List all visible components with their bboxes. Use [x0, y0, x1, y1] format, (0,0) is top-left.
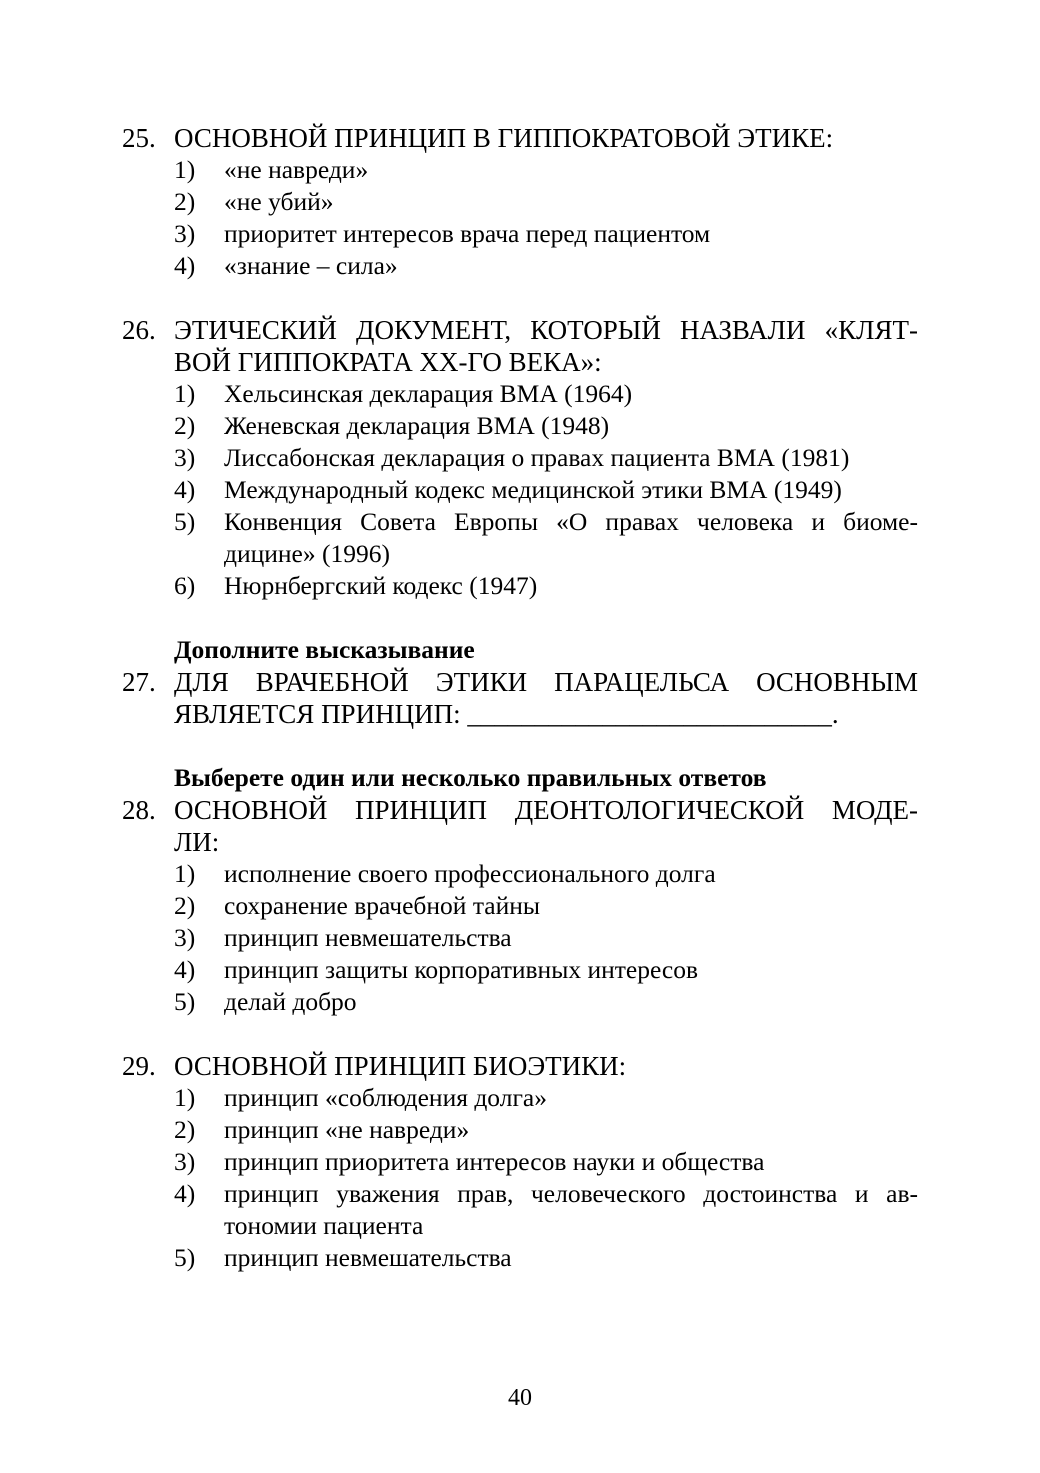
answer-text: принцип невмешательства — [224, 1243, 512, 1272]
question-text-line: ОСНОВНОЙ ПРИНЦИП ДЕОНТОЛОГИЧЕСКОЙ МОДЕ- — [174, 795, 918, 825]
answer-number: 4) — [174, 1179, 196, 1208]
answer-item — [174, 1146, 918, 1178]
answer-text: Женевская декларация ВМА (1948) — [224, 411, 610, 440]
answer-item — [174, 442, 918, 474]
answer-number: 1) — [174, 379, 196, 408]
question-25 — [122, 122, 918, 282]
answer-text: принцип невмешательства — [224, 923, 512, 952]
answer-item — [174, 250, 918, 282]
instruction-heading: Дополните высказывание — [174, 635, 475, 664]
question-number: 25. — [122, 123, 156, 153]
answer-item — [174, 890, 918, 922]
page-content — [122, 122, 918, 1306]
answer-item — [174, 1082, 918, 1114]
question-number: 28. — [122, 795, 156, 825]
fill-in-blank-line: ЯВЛЯЕТСЯ ПРИНЦИП: ___________________________. — [174, 699, 839, 729]
question-26 — [122, 314, 918, 602]
question-text-line: ВОЙ ГИППОКРАТА ХХ-ГО ВЕКА»: — [174, 347, 602, 377]
answer-item — [174, 506, 918, 538]
answer-item — [174, 858, 918, 890]
answer-item — [174, 154, 918, 186]
answer-item — [174, 186, 918, 218]
answer-number: 4) — [174, 475, 196, 504]
answer-item — [174, 1178, 918, 1210]
answer-item — [174, 1242, 918, 1274]
answer-text: сохранение врачебной тайны — [224, 891, 541, 920]
answer-item — [174, 218, 918, 250]
answer-text: принцип приоритета интересов науки и общества — [224, 1147, 765, 1176]
answer-item — [174, 474, 918, 506]
instruction-heading: Выберете один или несколько правильных ответов — [174, 763, 767, 792]
answer-number: 5) — [174, 1243, 196, 1272]
page-number: 40 — [508, 1385, 532, 1411]
answer-number: 5) — [174, 987, 196, 1016]
answer-text: принцип «не навреди» — [224, 1115, 470, 1144]
answer-item — [174, 378, 918, 410]
answer-number: 5) — [174, 507, 196, 536]
answer-text: принцип «соблюдения долга» — [224, 1083, 547, 1112]
answer-number: 2) — [174, 1115, 196, 1144]
question-text: ОСНОВНОЙ ПРИНЦИП В ГИППОКРАТОВОЙ ЭТИКЕ: — [174, 123, 834, 153]
answer-number: 4) — [174, 251, 196, 280]
answer-list — [174, 858, 918, 1018]
answer-item — [174, 954, 918, 986]
answer-text-line: дицине» (1996) — [224, 539, 390, 568]
answer-list — [174, 378, 918, 602]
question-text-line: ДЛЯ ВРАЧЕБНОЙ ЭТИКИ ПАРАЦЕЛЬСА ОСНОВНЫМ — [174, 667, 918, 697]
answer-number: 1) — [174, 1083, 196, 1112]
answer-number: 1) — [174, 859, 196, 888]
answer-number: 3) — [174, 219, 196, 248]
answer-list — [174, 1082, 918, 1274]
answer-number: 2) — [174, 891, 196, 920]
question-number: 29. — [122, 1051, 156, 1081]
answer-text-line: тономии пациента — [224, 1211, 424, 1240]
question-number: 26. — [122, 315, 156, 345]
answer-number: 6) — [174, 571, 196, 600]
answer-item — [174, 922, 918, 954]
answer-text: «знание – сила» — [224, 251, 398, 280]
question-number: 27. — [122, 667, 156, 697]
answer-text: «не убий» — [224, 187, 334, 216]
answer-text: принцип защиты корпоративных интересов — [224, 955, 699, 984]
question-27 — [122, 634, 918, 730]
answer-text: исполнение своего профессионального долга — [224, 859, 716, 888]
answer-number: 2) — [174, 411, 196, 440]
answer-number: 1) — [174, 155, 196, 184]
question-text: ОСНОВНОЙ ПРИНЦИП БИОЭТИКИ: — [174, 1051, 627, 1081]
answer-text: Хельсинская декларация ВМА (1964) — [224, 379, 633, 408]
question-28 — [122, 762, 918, 1018]
answer-number: 3) — [174, 443, 196, 472]
answer-item — [174, 986, 918, 1018]
answer-text: делай добро — [224, 987, 357, 1016]
answer-number: 4) — [174, 955, 196, 984]
answer-number: 2) — [174, 187, 196, 216]
answer-text: «не навреди» — [224, 155, 369, 184]
answer-text-line: Конвенция Совета Европы «О правах человека и биоме- — [224, 507, 918, 536]
answer-list — [174, 154, 918, 282]
question-text-line: ЭТИЧЕСКИЙ ДОКУМЕНТ, КОТОРЫЙ НАЗВАЛИ «КЛЯТ- — [174, 315, 918, 345]
answer-number: 3) — [174, 1147, 196, 1176]
answer-text: Нюрнбергский кодекс (1947) — [224, 571, 538, 600]
answer-item — [174, 1114, 918, 1146]
answer-text: Лиссабонская декларация о правах пациента ВМА (1981) — [224, 443, 850, 472]
answer-item — [174, 570, 918, 602]
question-text-line: ЛИ: — [174, 827, 220, 857]
answer-text: Международный кодекс медицинской этики ВМА (1949) — [224, 475, 842, 504]
question-29 — [122, 1050, 918, 1274]
answer-text-line: принцип уважения прав, человеческого достоинства и ав- — [224, 1179, 918, 1208]
answer-item — [174, 410, 918, 442]
answer-text: приоритет интересов врача перед пациентом — [224, 219, 711, 248]
answer-number: 3) — [174, 923, 196, 952]
